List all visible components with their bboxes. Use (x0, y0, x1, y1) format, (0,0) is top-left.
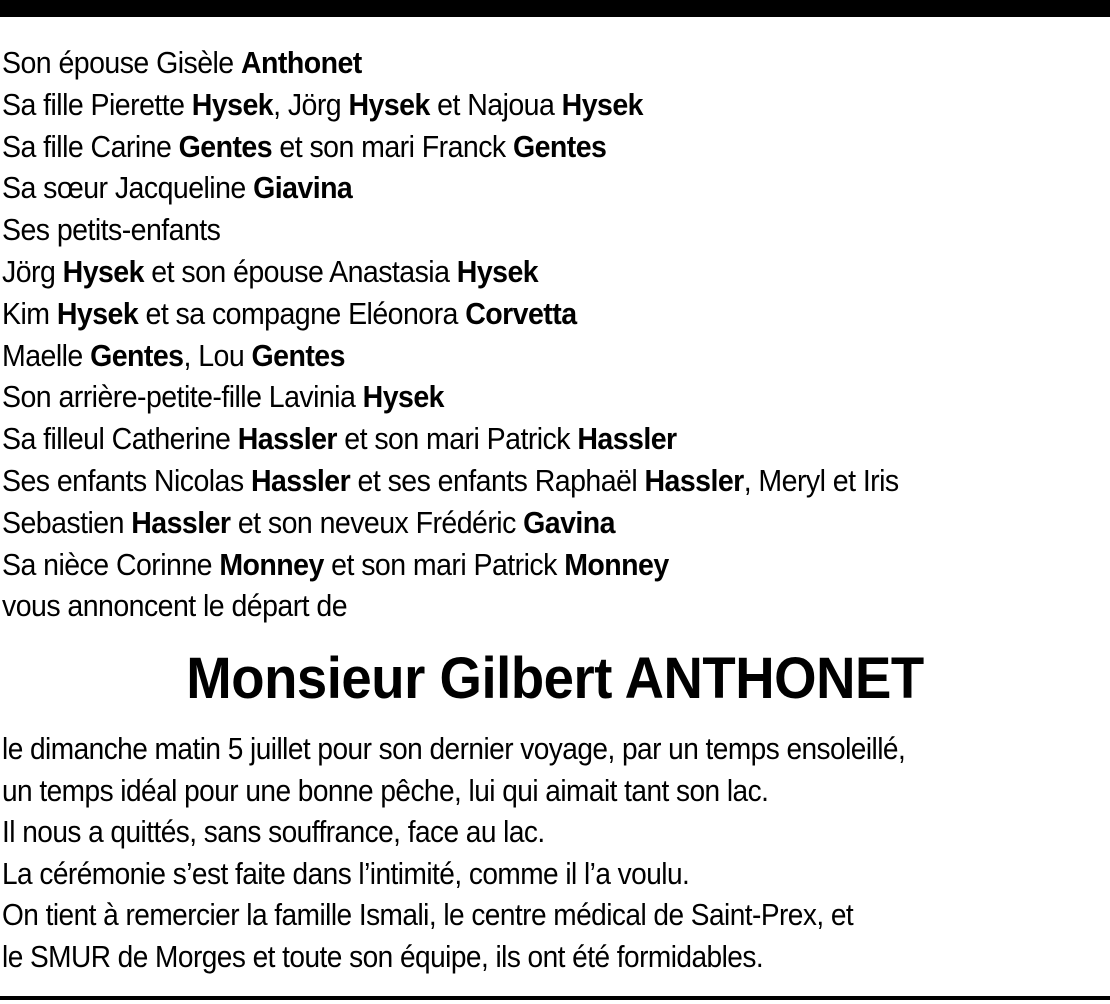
family-surname: Gavina (523, 504, 615, 540)
family-line (2, 84, 1020, 126)
family-surname: Hysek (456, 253, 539, 289)
message-line: le SMUR de Morges et toute son équipe, ils ont été formidables. (2, 938, 764, 974)
family-text: et sa compagne Eléonora (138, 295, 466, 331)
family-text: Son épouse Gisèle (2, 45, 241, 80)
family-text: Maelle (2, 337, 91, 373)
family-surname: Hassler (644, 462, 744, 498)
message-line: La cérémonie s’est faite dans l’intimité, comme il l’a voulu. (2, 855, 690, 891)
family-surname: Hassler (577, 421, 677, 457)
family-text: Son arrière-petite-fille Lavinia (2, 379, 363, 415)
family-text: et son neveux Frédéric (230, 504, 524, 540)
family-line (2, 126, 1020, 168)
family-surname: Monney (219, 546, 324, 582)
family-line (2, 335, 1020, 377)
family-text: Jörg (2, 253, 63, 289)
family-text: Sa filleul Catherine (2, 421, 238, 457)
family-surname: Hassler (237, 421, 337, 457)
family-text: et son mari Patrick (336, 421, 578, 457)
family-text: et ses enfants Raphaël (350, 462, 645, 498)
family-text: , Jörg (273, 86, 349, 122)
family-surname: Gentes (512, 128, 607, 164)
family-text: et Najoua (429, 86, 562, 122)
family-line (2, 376, 1020, 418)
family-surname: Hysek (62, 253, 144, 289)
family-text: vous annoncent le départ de (2, 588, 348, 624)
family-line (2, 293, 1020, 335)
family-surname: Hysek (56, 295, 139, 331)
family-text: Ses petits-enfants (2, 212, 221, 248)
family-line (2, 418, 1020, 460)
family-surname: Hysek (191, 86, 274, 122)
family-surname: Monney (564, 546, 669, 582)
family-surname: Gentes (251, 337, 345, 373)
family-line (2, 209, 1020, 251)
family-text: Sa fille Pierette (2, 86, 192, 122)
family-surname: Anthonet (240, 45, 362, 80)
announcement-message (2, 728, 1108, 978)
family-text: Kim (2, 295, 57, 331)
family-text: Sa nièce Corinne (2, 546, 220, 582)
family-surname: Corvetta (465, 295, 577, 331)
family-text: , Lou (183, 337, 252, 373)
family-surname: Hassler (131, 504, 231, 540)
family-text: et son mari Franck (272, 128, 513, 164)
bottom-rule (0, 996, 1110, 1000)
family-line (2, 502, 1020, 544)
family-surname: Hysek (348, 86, 430, 122)
message-line: un temps idéal pour une bonne pêche, lui qui aimait tant son lac. (2, 772, 769, 808)
message-line: On tient à remercier la famille Ismali, le centre médical de Saint-Prex, et (2, 897, 854, 933)
family-surname: Hysek (561, 86, 643, 122)
family-surname: Hassler (250, 462, 351, 498)
family-text: Sa fille Carine (2, 128, 179, 164)
family-text: Ses enfants Nicolas (2, 462, 251, 498)
family-list (2, 42, 1108, 627)
family-text: , Meryl et Iris (743, 462, 899, 498)
family-line (2, 585, 1020, 627)
family-line (2, 167, 1020, 209)
family-surname: Hysek (362, 379, 444, 415)
family-line (2, 460, 1020, 502)
family-text: Sebastien (2, 504, 132, 540)
deceased-name: Monsieur Gilbert ANTHONET (186, 646, 924, 711)
family-text: Sa sœur Jacqueline (2, 170, 254, 206)
family-text: et son épouse Anastasia (143, 253, 457, 289)
family-surname: Gentes (90, 337, 184, 373)
family-line (2, 544, 1020, 586)
family-surname: Gentes (178, 128, 273, 164)
message-line: Il nous a quittés, sans souffrance, face au lac. (2, 814, 545, 850)
family-line (2, 251, 1020, 293)
family-line (2, 42, 1020, 84)
message-line: le dimanche matin 5 juillet pour son dernier voyage, par un temps ensoleillé, (2, 731, 906, 766)
family-surname: Giavina (253, 170, 353, 206)
top-rule (0, 0, 1110, 17)
family-text: et son mari Patrick (323, 546, 565, 582)
